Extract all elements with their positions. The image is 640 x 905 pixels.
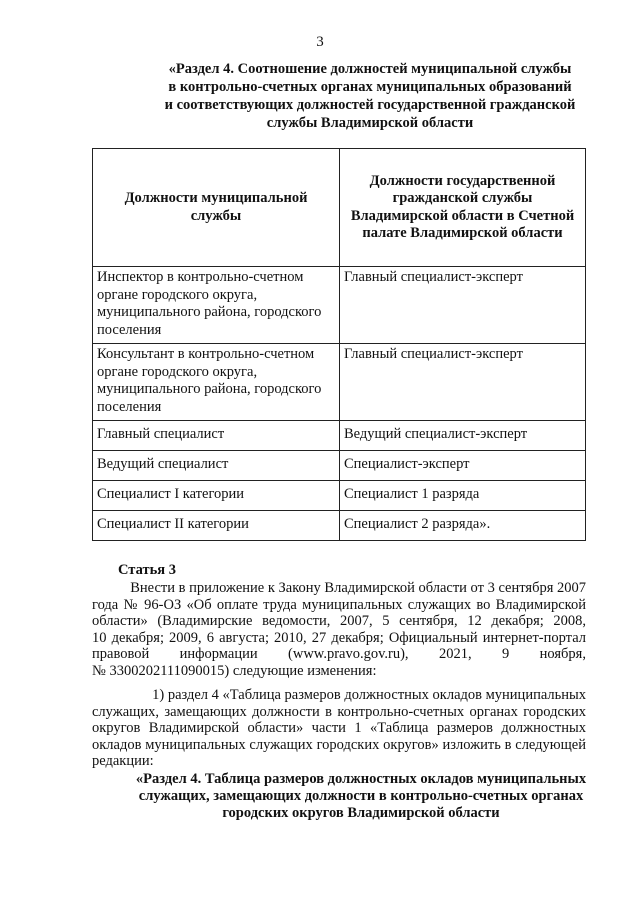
cell-line: Инспектор в контрольно-счетном bbox=[97, 269, 304, 285]
table-row bbox=[93, 421, 586, 451]
text-line: 1) раздел 4 «Таблица размеров должностных окладов муниципальных bbox=[152, 687, 586, 703]
municipal-position-cell: Специалист I категории bbox=[93, 481, 340, 511]
word: информации bbox=[179, 646, 258, 662]
header-line: службы bbox=[190, 207, 242, 224]
article-title: Статья 3 bbox=[118, 562, 176, 578]
municipal-position-cell bbox=[93, 344, 340, 421]
positions-correspondence-table bbox=[92, 148, 586, 541]
page-number: 3 bbox=[316, 34, 324, 50]
cell-line: органе городского округа, bbox=[97, 363, 258, 380]
state-position-cell: Главный специалист-эксперт bbox=[340, 267, 586, 344]
cell-line: муниципального района, городского bbox=[97, 304, 322, 320]
section-title-line: городских округов Владимирской области bbox=[222, 805, 500, 821]
table-row bbox=[93, 511, 586, 541]
table-header-row bbox=[93, 149, 586, 267]
section-4-title-line: «Раздел 4. Соотношение должностей муниципальной службы bbox=[168, 61, 572, 77]
section-4-title bbox=[150, 60, 590, 132]
text-line: года № 96-ОЗ «Об оплате труда муниципальных служащих во Владимирской bbox=[92, 596, 586, 613]
header-line: Владимирской области в Счетной bbox=[350, 207, 575, 224]
state-position-cell: Специалист 2 разряда». bbox=[340, 511, 586, 541]
text-line: Внести в приложение к Закону Владимирской области от 3 сентября 2007 bbox=[130, 580, 586, 596]
text-line: окладов муниципальных служащих городских округов» изложить в следующей bbox=[92, 736, 586, 753]
header-line: Должности муниципальной bbox=[124, 190, 308, 206]
cell-line: муниципального района, городского bbox=[97, 381, 322, 397]
cell-line: поселения bbox=[97, 321, 162, 338]
table-row bbox=[93, 481, 586, 511]
municipal-position-cell: Специалист II категории bbox=[93, 511, 340, 541]
cell-line: органе городского округа, bbox=[97, 286, 258, 303]
word: 9 bbox=[501, 646, 510, 662]
municipal-position-cell: Ведущий специалист bbox=[93, 451, 340, 481]
text-line: служащих, замещающих должности в контрольно-счетных органах городских bbox=[92, 703, 586, 720]
section-4-title-line: и соответствующих должностей государственной гражданской bbox=[164, 97, 576, 113]
table-row bbox=[93, 451, 586, 481]
table-row bbox=[93, 267, 586, 344]
header-state-positions bbox=[340, 149, 586, 267]
article-3-paragraph bbox=[92, 580, 586, 679]
state-position-cell: Главный специалист-эксперт bbox=[340, 344, 586, 421]
cell-line: Консультант в контрольно-счетном bbox=[97, 346, 315, 362]
text-line: № 3300202111090015) следующие изменения: bbox=[92, 662, 377, 679]
text-line: округов Владимирской области» части 1 «Таблица размеров должностных bbox=[92, 720, 586, 736]
section-title-line: «Раздел 4. Таблица размеров должностных окладов муниципальных bbox=[135, 771, 587, 787]
header-line: гражданской службы bbox=[392, 190, 533, 206]
state-position-cell: Специалист 1 разряда bbox=[340, 481, 586, 511]
state-position-cell: Ведущий специалист-эксперт bbox=[340, 421, 586, 451]
word: ноября, bbox=[539, 646, 586, 662]
header-municipal-positions bbox=[93, 149, 340, 267]
text-line: редакции: bbox=[92, 753, 154, 769]
section-4-title-line: в контрольно-счетных органах муниципальных образований bbox=[168, 79, 572, 95]
text-line bbox=[92, 646, 586, 663]
word: (www.pravo.gov.ru), bbox=[288, 646, 409, 662]
header-line: Должности государственной bbox=[369, 172, 556, 189]
section-4-title-line: службы Владимирской области bbox=[266, 115, 474, 131]
item-1-paragraph bbox=[92, 687, 586, 770]
section-title-line: служащих, замещающих должности в контрольно-счетных органах bbox=[138, 788, 584, 804]
state-position-cell: Специалист-эксперт bbox=[340, 451, 586, 481]
cell-line: поселения bbox=[97, 398, 162, 415]
word: правовой bbox=[92, 646, 150, 662]
header-line: палате Владимирской области bbox=[362, 225, 563, 241]
table-row bbox=[93, 344, 586, 421]
text-line: 10 декабря; 2009, 6 августа; 2010, 27 декабря; Официальный интернет-портал bbox=[92, 629, 586, 646]
text-line: области» (Владимирские ведомости, 2007, 5 сентября, 12 декабря; 2008, bbox=[92, 613, 586, 629]
word: 2021, bbox=[438, 646, 472, 662]
municipal-position-cell: Главный специалист bbox=[93, 421, 340, 451]
section-4-salary-title bbox=[118, 771, 604, 822]
municipal-position-cell bbox=[93, 267, 340, 344]
